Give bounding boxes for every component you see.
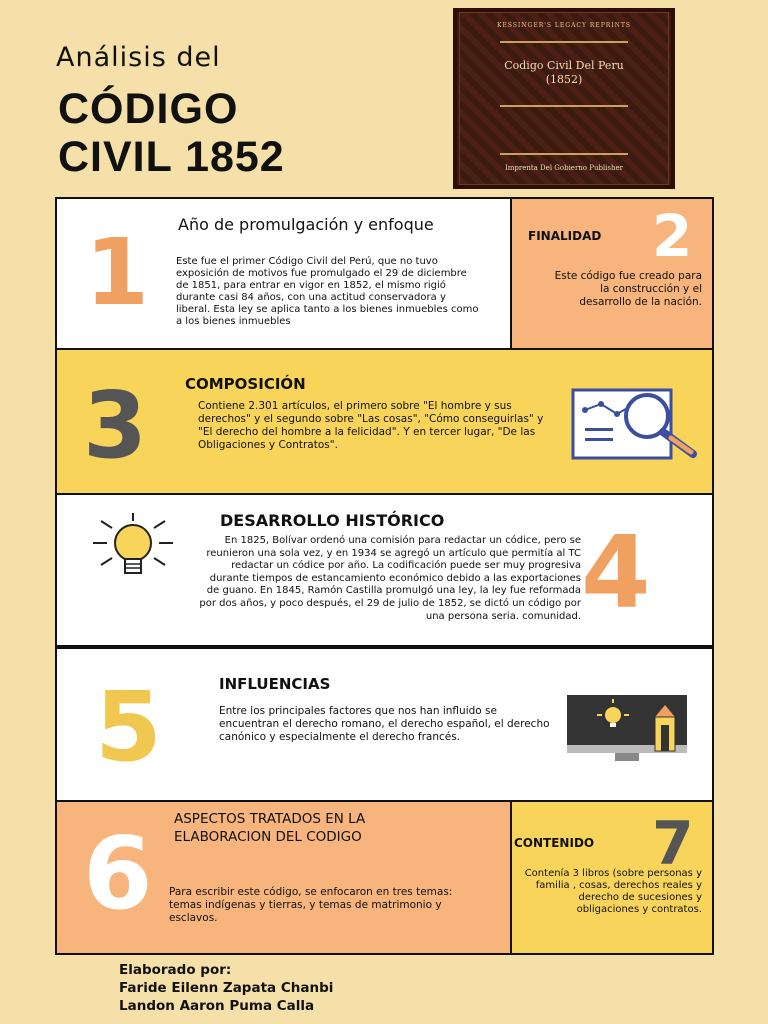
book-cover-image [453, 8, 675, 189]
section-6-heading: ASPECTOS TRATADOS EN LA ELABORACION DEL CODIGO [174, 811, 366, 845]
section-4-number: 4 [581, 514, 651, 631]
section-3-text: Contiene 2.301 artículos, el primero sobre "El hombre y sus derechos" y el segundo sobre "Las cosas", "Cómo conseguirlas" y "El derecho del hombre a la felicidad". Y en tercer lugar, "De las Obligaciones y Contratos". [198, 400, 544, 451]
section-3-number: 3 [83, 372, 148, 479]
section-1-number: 1 [85, 219, 150, 326]
title-line3: CIVIL 1852 [58, 133, 285, 181]
section-4-heading: DESARROLLO HISTÓRICO [220, 511, 445, 530]
section-2-number: 2 [652, 202, 693, 270]
lightbulb-icon [85, 511, 197, 581]
section-2-heading: FINALIDAD [528, 229, 602, 243]
section-5 [55, 647, 714, 802]
section-1-text: Este fue el primer Código Civil del Perú, que no tuvo exposición de motivos fue promulgado el 29 de diciembre de 1851, para entrar en vigor en 1852, el mismo rigió durante casi 84 años, con una actitud conservadora y liberal. Esta ley se aplica tanto a los bienes inmuebles como a los bienes inmuebles [176, 256, 479, 327]
magnifier-chart-icon [571, 388, 703, 462]
section-6-text: Para escribir este código, se enfocaron en tres temas: temas indígenas y tierras, y temas de matrimonio y esclavos. [169, 886, 453, 924]
section-2 [510, 197, 714, 350]
book-imprint: Imprenta Del Gobierno Publisher [504, 164, 624, 172]
book-year: (1852) [545, 73, 583, 86]
section-5-heading: INFLUENCIAS [219, 675, 331, 693]
section-3-heading: COMPOSICIÓN [185, 375, 306, 393]
monitor-idea-icon [567, 695, 691, 765]
section-1-heading: Año de promulgación y enfoque [178, 215, 434, 234]
section-5-number: 5 [95, 671, 162, 783]
section-3 [55, 348, 714, 495]
book-title: Codigo Civil Del Peru [504, 59, 624, 72]
footer-label: Elaborado por: [119, 962, 232, 978]
section-2-text: Este código fue creado para la construcción y el desarrollo de la nación. [554, 270, 702, 308]
section-1 [55, 197, 512, 350]
footer-author-2: Landon Aaron Puma Calla [119, 998, 315, 1014]
section-6 [55, 800, 512, 955]
footer [119, 961, 333, 1015]
section-7-text: Contenía 3 libros (sobre personas y familia , cosas, derechos reales y derecho de sucesiones y obligaciones y contratos. [524, 868, 702, 915]
section-5-text: Entre los principales factores que nos han influido se encuentran el derecho romano, el derecho español, el derecho canónico y especialmente el derecho francés. [219, 705, 550, 743]
section-7 [510, 800, 714, 955]
footer-author-1: Faride Eilenn Zapata Chanbi [119, 980, 334, 996]
section-4-text: En 1825, Bolívar ordenó una comisión para redactar un códice, pero se reunieron una sola vez, y en 1934 se agregó un artículo que permitía al TC redactar un códice por año. La codificación puede ser muy progresiva durante tiempos de estancamiento económico debido a las exportaciones de guano. En 1845, Ramón Castilla promulgó una ley, la ley fue reformada por dos años, y poco después, el 29 de julio de 1852, se dictó un código por una persona seria. comunidad. [199, 535, 581, 622]
section-4 [55, 493, 714, 647]
section-6-number: 6 [83, 815, 153, 932]
title-line2: CÓDIGO [58, 85, 239, 133]
section-7-number: 7 [652, 809, 694, 879]
section-7-heading: CONTENIDO [514, 836, 595, 850]
title-line1: Análisis del [56, 42, 221, 73]
book-publisher-top: KESSINGER'S LEGACY REPRINTS [496, 22, 632, 29]
